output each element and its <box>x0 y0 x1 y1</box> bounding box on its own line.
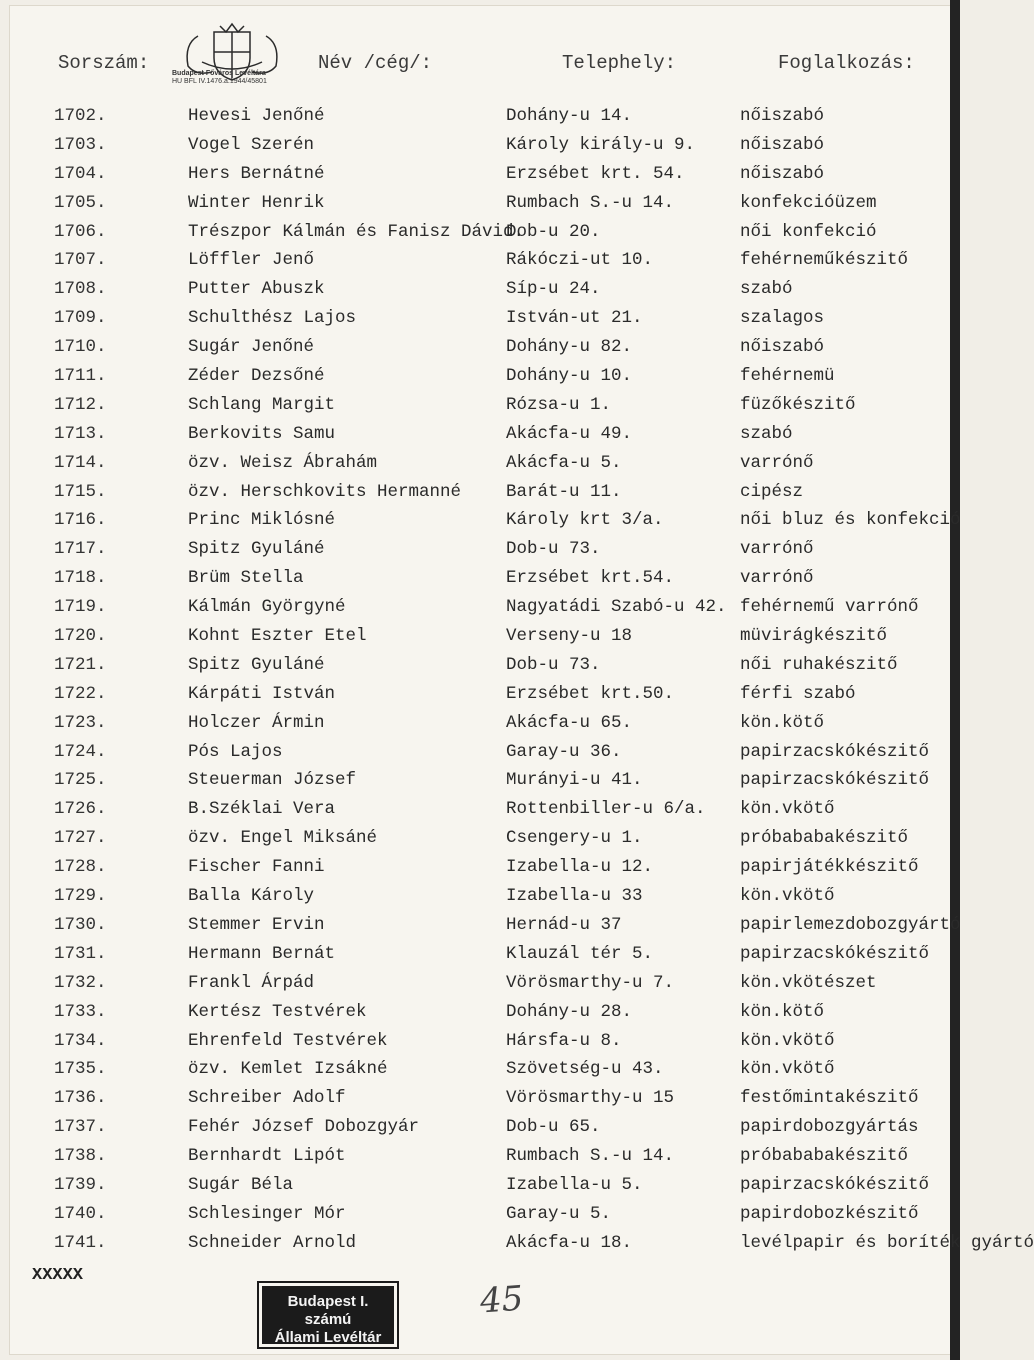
row-num: 1714. <box>54 452 107 473</box>
row-num: 1732. <box>54 972 107 993</box>
archive-stamp <box>262 1286 394 1344</box>
row-num: 1727. <box>54 828 107 849</box>
row-addr: Rákóczi-ut 10. <box>506 250 654 271</box>
row-occ: varrónő <box>740 539 814 560</box>
table-row <box>0 422 960 451</box>
row-occ: papirzacskókészitő <box>740 741 930 762</box>
row-occ: konfekcióüzem <box>740 192 877 213</box>
row-num: 1707. <box>54 250 107 271</box>
table-row <box>0 393 960 422</box>
table-row <box>0 508 960 537</box>
table-row <box>0 682 960 711</box>
row-num: 1739. <box>54 1174 107 1195</box>
row-occ: fehérnemü <box>740 366 835 387</box>
row-addr: Dohány-u 14. <box>506 106 633 126</box>
row-name: Steuerman József <box>188 770 357 791</box>
row-name: B.Széklai Vera <box>188 799 336 820</box>
row-occ: szabó <box>740 279 793 300</box>
row-addr: Hernád-u 37 <box>506 914 622 935</box>
table-row <box>0 1115 960 1144</box>
row-name: Zéder Dezsőné <box>188 366 325 387</box>
row-addr: Akácfa-u 65. <box>506 712 633 733</box>
row-num: 1706. <box>54 221 107 242</box>
row-name: Spitz Gyuláné <box>188 654 325 675</box>
table-row <box>0 364 960 393</box>
row-name: Sugár Béla <box>188 1174 294 1195</box>
row-num: 1724. <box>54 741 107 762</box>
row-occ: festőmintakészitő <box>740 1088 919 1109</box>
row-name: Fischer Fanni <box>188 857 325 878</box>
row-occ: varrónő <box>740 568 814 589</box>
row-occ: kön.kötő <box>740 1001 825 1022</box>
row-addr: Barát-u 11. <box>506 481 622 502</box>
row-addr: Erzsébet krt. 54. <box>506 163 685 184</box>
table-row <box>0 855 960 884</box>
row-occ: női bluz és konfekció <box>740 510 961 531</box>
table-row <box>0 1173 960 1202</box>
row-name: Brüm Stella <box>188 568 304 589</box>
table-row <box>0 335 960 364</box>
row-occ: papirzacskókészitő <box>740 770 930 791</box>
row-name: Balla Károly <box>188 886 315 907</box>
row-num: 1740. <box>54 1203 107 1224</box>
table-row <box>0 913 960 942</box>
table-row <box>0 277 960 306</box>
archive-label <box>172 70 267 86</box>
row-addr: Nagyatádi Szabó-u 42. <box>506 597 727 618</box>
row-addr: Rumbach S.-u 14. <box>506 1146 675 1167</box>
table-row <box>0 1000 960 1029</box>
row-occ: férfi szabó <box>740 683 856 704</box>
row-num: 1705. <box>54 192 107 213</box>
header-nev: Név /cég/: <box>318 52 433 74</box>
row-occ: cipész <box>740 481 804 502</box>
table-row <box>0 740 960 769</box>
table-row <box>0 306 960 335</box>
row-addr: Akácfa-u 49. <box>506 423 633 444</box>
row-addr: Erzsébet krt.54. <box>506 568 675 589</box>
row-occ: kön.vkötő <box>740 799 835 820</box>
row-num: 1721. <box>54 654 107 675</box>
row-num: 1730. <box>54 914 107 935</box>
table-row <box>0 480 960 509</box>
row-addr: Murányi-u 41. <box>506 770 643 791</box>
row-name: Sugár Jenőné <box>188 337 315 358</box>
row-addr: Károly király-u 9. <box>506 134 696 155</box>
row-addr: Vörösmarthy-u 7. <box>506 972 675 993</box>
table-row <box>0 1086 960 1115</box>
header-telephely: Telephely: <box>562 52 677 74</box>
row-addr: Verseny-u 18 <box>506 626 633 647</box>
table-row <box>0 624 960 653</box>
row-name: Winter Henrik <box>188 192 325 213</box>
row-name: Hevesi Jenőné <box>188 106 325 126</box>
row-addr: Rózsa-u 1. <box>506 394 612 415</box>
row-occ: levélpapir és boríték gyártó <box>740 1232 1034 1253</box>
row-num: 1726. <box>54 799 107 820</box>
table-row <box>0 451 960 480</box>
row-name: Berkovits Samu <box>188 423 336 444</box>
row-occ: papirlemezdobozgyártó <box>740 914 961 935</box>
row-num: 1725. <box>54 770 107 791</box>
row-occ: női konfekció <box>740 221 877 242</box>
row-name: Stemmer Ervin <box>188 914 325 935</box>
row-num: 1715. <box>54 481 107 502</box>
row-addr: Izabella-u 5. <box>506 1174 643 1195</box>
row-num: 1733. <box>54 1001 107 1022</box>
row-num: 1702. <box>54 106 107 126</box>
row-num: 1719. <box>54 597 107 618</box>
row-name: Ehrenfeld Testvérek <box>188 1030 388 1051</box>
row-num: 1711. <box>54 366 107 387</box>
table-row <box>0 1144 960 1173</box>
row-addr: Dob-u 73. <box>506 654 601 675</box>
row-num: 1709. <box>54 308 107 329</box>
table-row <box>0 1202 960 1231</box>
row-occ: nőiszabó <box>740 134 825 155</box>
row-name: Hermann Bernát <box>188 943 336 964</box>
row-occ: papirdobozkészitő <box>740 1203 919 1224</box>
row-occ: szalagos <box>740 308 825 329</box>
row-occ: női ruhakészitő <box>740 654 898 675</box>
row-num: 1712. <box>54 394 107 415</box>
row-num: 1716. <box>54 510 107 531</box>
table-row <box>0 220 960 249</box>
row-occ: kön.kötő <box>740 712 825 733</box>
row-name: Pós Lajos <box>188 741 283 762</box>
row-num: 1729. <box>54 886 107 907</box>
row-name: Schlesinger Mór <box>188 1203 346 1224</box>
row-name: Bernhardt Lipót <box>188 1146 346 1167</box>
row-addr: Síp-u 24. <box>506 279 601 300</box>
row-occ: papirzacskókészitő <box>740 943 930 964</box>
archive-label-line2: HU BFL IV.1476.a.1944/45801 <box>172 78 267 85</box>
row-num: 1720. <box>54 626 107 647</box>
archive-label-line1: Budapest Főváros Levéltára <box>172 70 266 77</box>
row-occ: fehérnemű varrónő <box>740 597 919 618</box>
row-num: 1728. <box>54 857 107 878</box>
row-name: Schreiber Adolf <box>188 1088 346 1109</box>
row-occ: müvirágkészitő <box>740 626 888 647</box>
stamp-line2: Állami Levéltár <box>274 1329 382 1346</box>
table-row <box>0 1029 960 1058</box>
row-occ: kön.vkötő <box>740 886 835 907</box>
row-addr: Dob-u 65. <box>506 1117 601 1138</box>
row-num: 1717. <box>54 539 107 560</box>
table-row <box>0 971 960 1000</box>
row-name: Kálmán Györgyné <box>188 597 346 618</box>
table-row <box>0 191 960 220</box>
row-name: Löffler Jenő <box>188 250 315 271</box>
row-num: 1704. <box>54 163 107 184</box>
row-num: 1703. <box>54 134 107 155</box>
row-addr: Dohány-u 28. <box>506 1001 633 1022</box>
row-occ: szabó <box>740 423 793 444</box>
row-addr: Klauzál tér 5. <box>506 943 654 964</box>
table-row <box>0 942 960 971</box>
row-addr: Rumbach S.-u 14. <box>506 192 675 213</box>
table-row <box>0 133 960 162</box>
row-addr: Rottenbiller-u 6/a. <box>506 799 706 820</box>
row-name: özv. Weisz Ábrahám <box>188 452 378 473</box>
row-occ: kön.vkötő <box>740 1030 835 1051</box>
row-addr: Hársfa-u 8. <box>506 1030 622 1051</box>
table-row <box>0 884 960 913</box>
row-num: 1735. <box>54 1059 107 1080</box>
row-num: 1723. <box>54 712 107 733</box>
row-num: 1713. <box>54 423 107 444</box>
row-name: Holczer Ármin <box>188 712 325 733</box>
row-addr: István-ut 21. <box>506 308 643 329</box>
header-sorszam: Sorszám: <box>58 52 150 74</box>
row-num: 1736. <box>54 1088 107 1109</box>
row-addr: Izabella-u 33 <box>506 886 643 907</box>
table-row <box>0 797 960 826</box>
row-name: Putter Abuszk <box>188 279 325 300</box>
row-addr: Vörösmarthy-u 15 <box>506 1088 675 1109</box>
row-addr: Garay-u 36. <box>506 741 622 762</box>
row-name: Fehér József Dobozgyár <box>188 1117 420 1138</box>
table-row <box>0 653 960 682</box>
row-addr: Dob-u 20. <box>506 221 601 242</box>
row-num: 1718. <box>54 568 107 589</box>
row-occ: papirdobozgyártás <box>740 1117 919 1138</box>
row-name: Hers Bernátné <box>188 163 325 184</box>
row-occ: papirzacskókészitő <box>740 1174 930 1195</box>
row-num: 1708. <box>54 279 107 300</box>
row-addr: Dob-u 73. <box>506 539 601 560</box>
row-addr: Izabella-u 12. <box>506 857 654 878</box>
table-row <box>0 711 960 740</box>
row-name: Schneider Arnold <box>188 1232 357 1253</box>
row-name: özv. Engel Miksáné <box>188 828 378 849</box>
table-row <box>0 1057 960 1086</box>
page-number: 45 <box>478 1278 525 1322</box>
row-addr: Erzsébet krt.50. <box>506 683 675 704</box>
row-name: Trészpor Kálmán és Fanisz Dávid. <box>188 221 525 242</box>
row-occ: papirjátékkészitő <box>740 857 919 878</box>
row-addr: Szövetség-u 43. <box>506 1059 664 1080</box>
row-occ: próbababakészitő <box>740 1146 909 1167</box>
table-row <box>0 537 960 566</box>
row-occ: fehérneműkészitő <box>740 250 909 271</box>
row-addr: Dohány-u 10. <box>506 366 633 387</box>
row-name: Princ Miklósné <box>188 510 336 531</box>
row-addr: Akácfa-u 5. <box>506 452 622 473</box>
row-addr: Akácfa-u 18. <box>506 1232 633 1253</box>
row-name: Spitz Gyuláné <box>188 539 325 560</box>
row-name: Vogel Szerén <box>188 134 315 155</box>
table-row <box>0 566 960 595</box>
row-num: 1741. <box>54 1232 107 1253</box>
row-name: Kárpáti István <box>188 683 336 704</box>
row-name: Kohnt Eszter Etel <box>188 626 367 647</box>
table-row <box>0 104 960 133</box>
row-occ: próbababakészitő <box>740 828 909 849</box>
row-num: 1734. <box>54 1030 107 1051</box>
table-row <box>0 826 960 855</box>
table-row <box>0 162 960 191</box>
row-name: Frankl Árpád <box>188 972 315 993</box>
row-occ: varrónő <box>740 452 814 473</box>
row-addr: Garay-u 5. <box>506 1203 612 1224</box>
table-row <box>0 595 960 624</box>
row-occ: nőiszabó <box>740 106 825 126</box>
table-row <box>0 1231 1034 1260</box>
row-name: Schulthész Lajos <box>188 308 357 329</box>
table-row <box>0 248 960 277</box>
row-num: 1722. <box>54 683 107 704</box>
register-table <box>0 104 1034 1260</box>
row-occ: kön.vkötészet <box>740 972 877 993</box>
row-addr: Károly krt 3/a. <box>506 510 664 531</box>
row-name: Kertész Testvérek <box>188 1001 367 1022</box>
row-num: 1710. <box>54 337 107 358</box>
table-row <box>0 768 960 797</box>
row-num: 1731. <box>54 943 107 964</box>
row-num: 1738. <box>54 1146 107 1167</box>
row-occ: füzőkészitő <box>740 394 856 415</box>
crossed-out-mark: XXXXX <box>32 1266 84 1285</box>
row-addr: Csengery-u 1. <box>506 828 643 849</box>
row-occ: kön.vkötő <box>740 1059 835 1080</box>
row-name: özv. Kemlet Izsákné <box>188 1059 388 1080</box>
header-foglalkozas: Foglalkozás: <box>778 52 915 74</box>
stamp-line1: Budapest I. számú <box>287 1293 369 1328</box>
row-num: 1737. <box>54 1117 107 1138</box>
row-name: Schlang Margit <box>188 394 336 415</box>
row-occ: nőiszabó <box>740 337 825 358</box>
row-addr: Dohány-u 82. <box>506 337 633 358</box>
row-name: özv. Herschkovits Hermanné <box>188 481 462 502</box>
row-occ: nőiszabó <box>740 163 825 184</box>
